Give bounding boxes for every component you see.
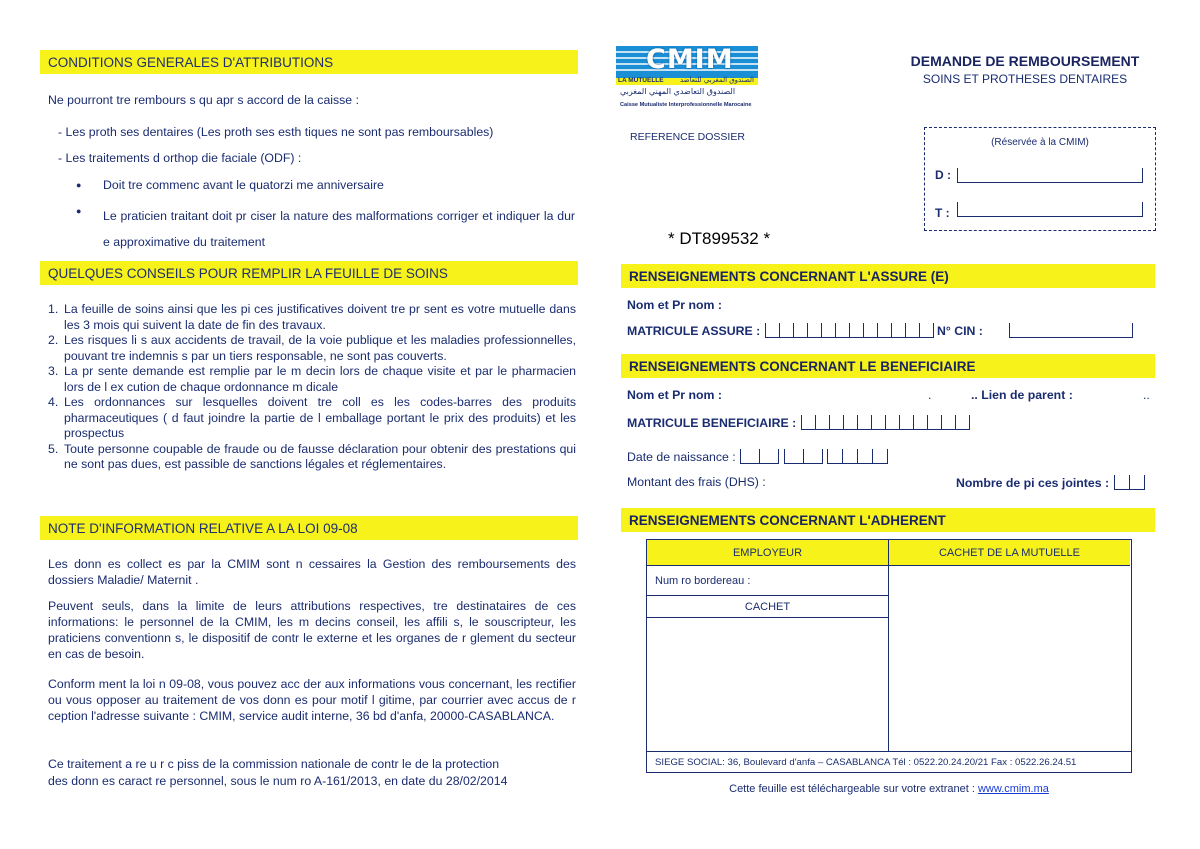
bordereau-cell[interactable]: [647, 566, 889, 596]
cachet-header: [647, 596, 889, 618]
assure-cin-row: [937, 322, 1133, 340]
bullet-dot: ●: [76, 180, 82, 190]
logo-sub: LA MUTUELLE: [618, 77, 664, 84]
conditions-heading-text: CONDITIONS GENERALES D'ATTRIBUTIONS: [48, 54, 334, 70]
conseils-list: [48, 302, 576, 473]
note-heading-text: NOTE D'INFORMATION RELATIVE A LA LOI 09-08: [48, 520, 358, 536]
assure-matricule-row: [627, 322, 934, 340]
cachet-area[interactable]: [647, 618, 889, 768]
assure-matricule-boxes[interactable]: [765, 323, 934, 338]
list-item: [48, 442, 576, 473]
list-item: [48, 333, 576, 364]
download-text: Cette feuille est téléchargeable sur votre extranet :: [729, 783, 978, 795]
conditions-heading: [40, 50, 578, 74]
list-item-text: La pr sente demande est remplie par le m decin lors de chaque visite et par le pharmacien lors de l ex cution de chaque ordonnance m dicale: [64, 364, 576, 394]
siege-social-box: [646, 751, 1132, 773]
dossier-code: * DT899532 *: [668, 229, 771, 248]
logo-arabic: الصندوق المغربي للتعاضد: [679, 76, 754, 84]
conditions-item-protheses: - Les proth ses dentaires (Les proth ses esth tiques ne sont pas remboursables): [58, 125, 494, 139]
pieces-label: Nombre de pi ces jointes :: [956, 476, 1110, 490]
page-subtitle: SOINS ET PROTHESES DENTAIRES: [922, 72, 1128, 86]
conditions-bullet-age: Doit tre commenc avant le quatorzi me anniversaire: [103, 178, 384, 192]
list-item-number: 4.: [48, 395, 59, 409]
assure-nom-label: Nom et Pr nom :: [627, 298, 722, 312]
logo-brand: CMIM: [646, 44, 734, 75]
cachet-mutuelle-header-text: CACHET DE LA MUTUELLE: [938, 546, 1080, 559]
conditions-bullet-praticien: Le praticien traitant doit pr ciser la nature des malformations corriger et indiquer la dur e approximative du traitement: [103, 209, 575, 249]
note-paragraph-1: Les donn es collect es par la CMIM sont n cessaires la Gestion des remboursements des dossiers Maladie/ Maternit .: [48, 557, 576, 587]
assure-heading-text: RENSEIGNEMENTS CONCERNANT L'ASSURE (E): [629, 268, 949, 284]
note-heading: [40, 516, 578, 540]
list-item: [48, 395, 576, 442]
pieces-row: [956, 474, 1145, 492]
assure-heading: [621, 264, 1155, 288]
beneficiaire-heading-text: RENSEIGNEMENTS CONCERNANT LE BENEFICIAIRE: [629, 358, 976, 374]
beneficiaire-matricule-row: [627, 414, 970, 432]
list-item-text: Les ordonnances sur lesquelles doivent tre coll es les codes-barres des produits pharmaceutiques ( d faut joindre la partie de l emballage portant le prix des produits) et les prospectus: [64, 395, 576, 440]
cmim-logo: [616, 44, 758, 114]
beneficiaire-dots-2: ..: [1143, 388, 1150, 402]
cachet-mutuelle-area[interactable]: [889, 566, 1130, 768]
naissance-day-boxes[interactable]: [740, 449, 779, 464]
list-item-number: 1.: [48, 302, 59, 316]
list-item-text: Les risques li s aux accidents de travail, de la voie publique et les maladies professionnelles, pouvant tre indemnis s par un tiers responsable, ne sont pas couverts.: [64, 333, 576, 363]
adherent-heading-text: RENSEIGNEMENTS CONCERNANT L'ADHERENT: [629, 512, 946, 528]
adherent-table: [646, 539, 1132, 770]
bordereau-label: Num ro bordereau :: [655, 575, 751, 587]
conseils-heading-text: QUELQUES CONSEILS POUR REMPLIR LA FEUILLE DE SOINS: [48, 265, 448, 281]
beneficiaire-lien-label: .. Lien de parent :: [971, 388, 1073, 402]
t-field[interactable]: [957, 202, 1143, 217]
siege-social-text: SIEGE SOCIAL: 36, Boulevard d'anfa – CASABLANCA Tél : 0522.20.24.20/21 Fax : 0522.26.24.51: [655, 756, 1077, 768]
conditions-item-odf: - Les traitements d orthop die faciale (ODF) :: [58, 151, 302, 165]
download-note: [646, 783, 1132, 795]
list-item-text: Toute personne coupable de fraude ou de fausse déclaration pour obtenir des prestations qui ne sont pas dues, est passible de sanctions légales et réglementaires.: [64, 441, 576, 471]
assure-matricule-label: MATRICULE ASSURE :: [627, 324, 761, 338]
reference-dossier-label: REFERENCE DOSSIER: [630, 131, 745, 143]
d-label: D :: [935, 168, 951, 182]
assure-cin-field[interactable]: [1009, 323, 1133, 338]
beneficiaire-nom-label: Nom et Pr nom :: [627, 388, 722, 402]
note-paragraph-3: Conform ment la loi n 09-08, vous pouvez acc der aux informations vous concernant, les rectifier ou vous opposer au traitement de vos donn es pour motif l gitime, par courrier avec accus de r ception l'adresse suivante : CMIM, service audit interne, 36 bd d'anfa, 20000-CASABLANCA.: [48, 677, 576, 723]
beneficiaire-dots: .: [928, 388, 932, 402]
bullet-dot: ●: [76, 206, 82, 216]
note-paragraph-4b: des donn es caract re personnel, sous le num ro A-161/2013, en date du 28/02/2014: [48, 774, 508, 788]
beneficiaire-matricule-boxes[interactable]: [801, 415, 970, 430]
list-item-number: 3.: [48, 364, 59, 378]
reserved-label: (Réservée à la CMIM): [991, 137, 1089, 148]
logo-tagline: Caisse Mutualiste Interprofessionnelle Marocaine: [620, 102, 752, 108]
d-field[interactable]: [957, 168, 1143, 183]
employeur-header-text: EMPLOYEUR: [732, 546, 803, 559]
reserved-box: [924, 127, 1156, 231]
assure-cin-label: N° CIN :: [937, 324, 983, 338]
naissance-year-boxes[interactable]: [827, 449, 888, 464]
conditions-intro: Ne pourront tre rembours s qu apr s accord de la caisse :: [48, 93, 359, 107]
beneficiaire-heading: [621, 354, 1155, 378]
page-title: DEMANDE DE REMBOURSEMENT: [910, 53, 1140, 69]
pieces-boxes[interactable]: [1114, 475, 1145, 490]
cachet-mutuelle-header: [889, 540, 1130, 566]
adherent-heading: [621, 508, 1155, 532]
cmim-website-link[interactable]: www.cmim.ma: [977, 783, 1049, 795]
list-item-number: 2.: [48, 333, 59, 347]
note-paragraph-4a: Ce traitement a re u r c piss de la commission nationale de contr le de la protection: [48, 757, 500, 771]
list-item: [48, 364, 576, 395]
t-label: T :: [935, 206, 950, 220]
conseils-heading: [40, 261, 578, 285]
naissance-label: Date de naissance :: [627, 450, 736, 464]
list-item-text: La feuille de soins ainsi que les pi ces justificatives doivent tre pr sent es votre mutuelle dans les 3 mois qui suivent la date de fin des travaux.: [64, 302, 576, 332]
naissance-month-boxes[interactable]: [784, 449, 823, 464]
note-paragraph-2: Peuvent seuls, dans la limite de leurs attributions respectives, tre destinataires de ces informations: le personnel de la CMIM, les m decins conseil, les affili s, le souscripteur, les praticiens conventionn s, le dispositif de contr le externe et les organes de r glement du secteur en cas de besoin.: [48, 599, 576, 661]
list-item-number: 5.: [48, 441, 59, 456]
list-item: [48, 302, 576, 333]
logo-arabic-2: الصندوق التعاضدي المهني المغربي: [620, 87, 736, 96]
cachet-header-text: CACHET: [744, 600, 791, 613]
montant-label: Montant des frais (DHS) :: [627, 475, 766, 489]
naissance-row: [627, 448, 888, 466]
employeur-header: [647, 540, 889, 566]
beneficiaire-matricule-label: MATRICULE BENEFICIAIRE :: [627, 416, 797, 430]
